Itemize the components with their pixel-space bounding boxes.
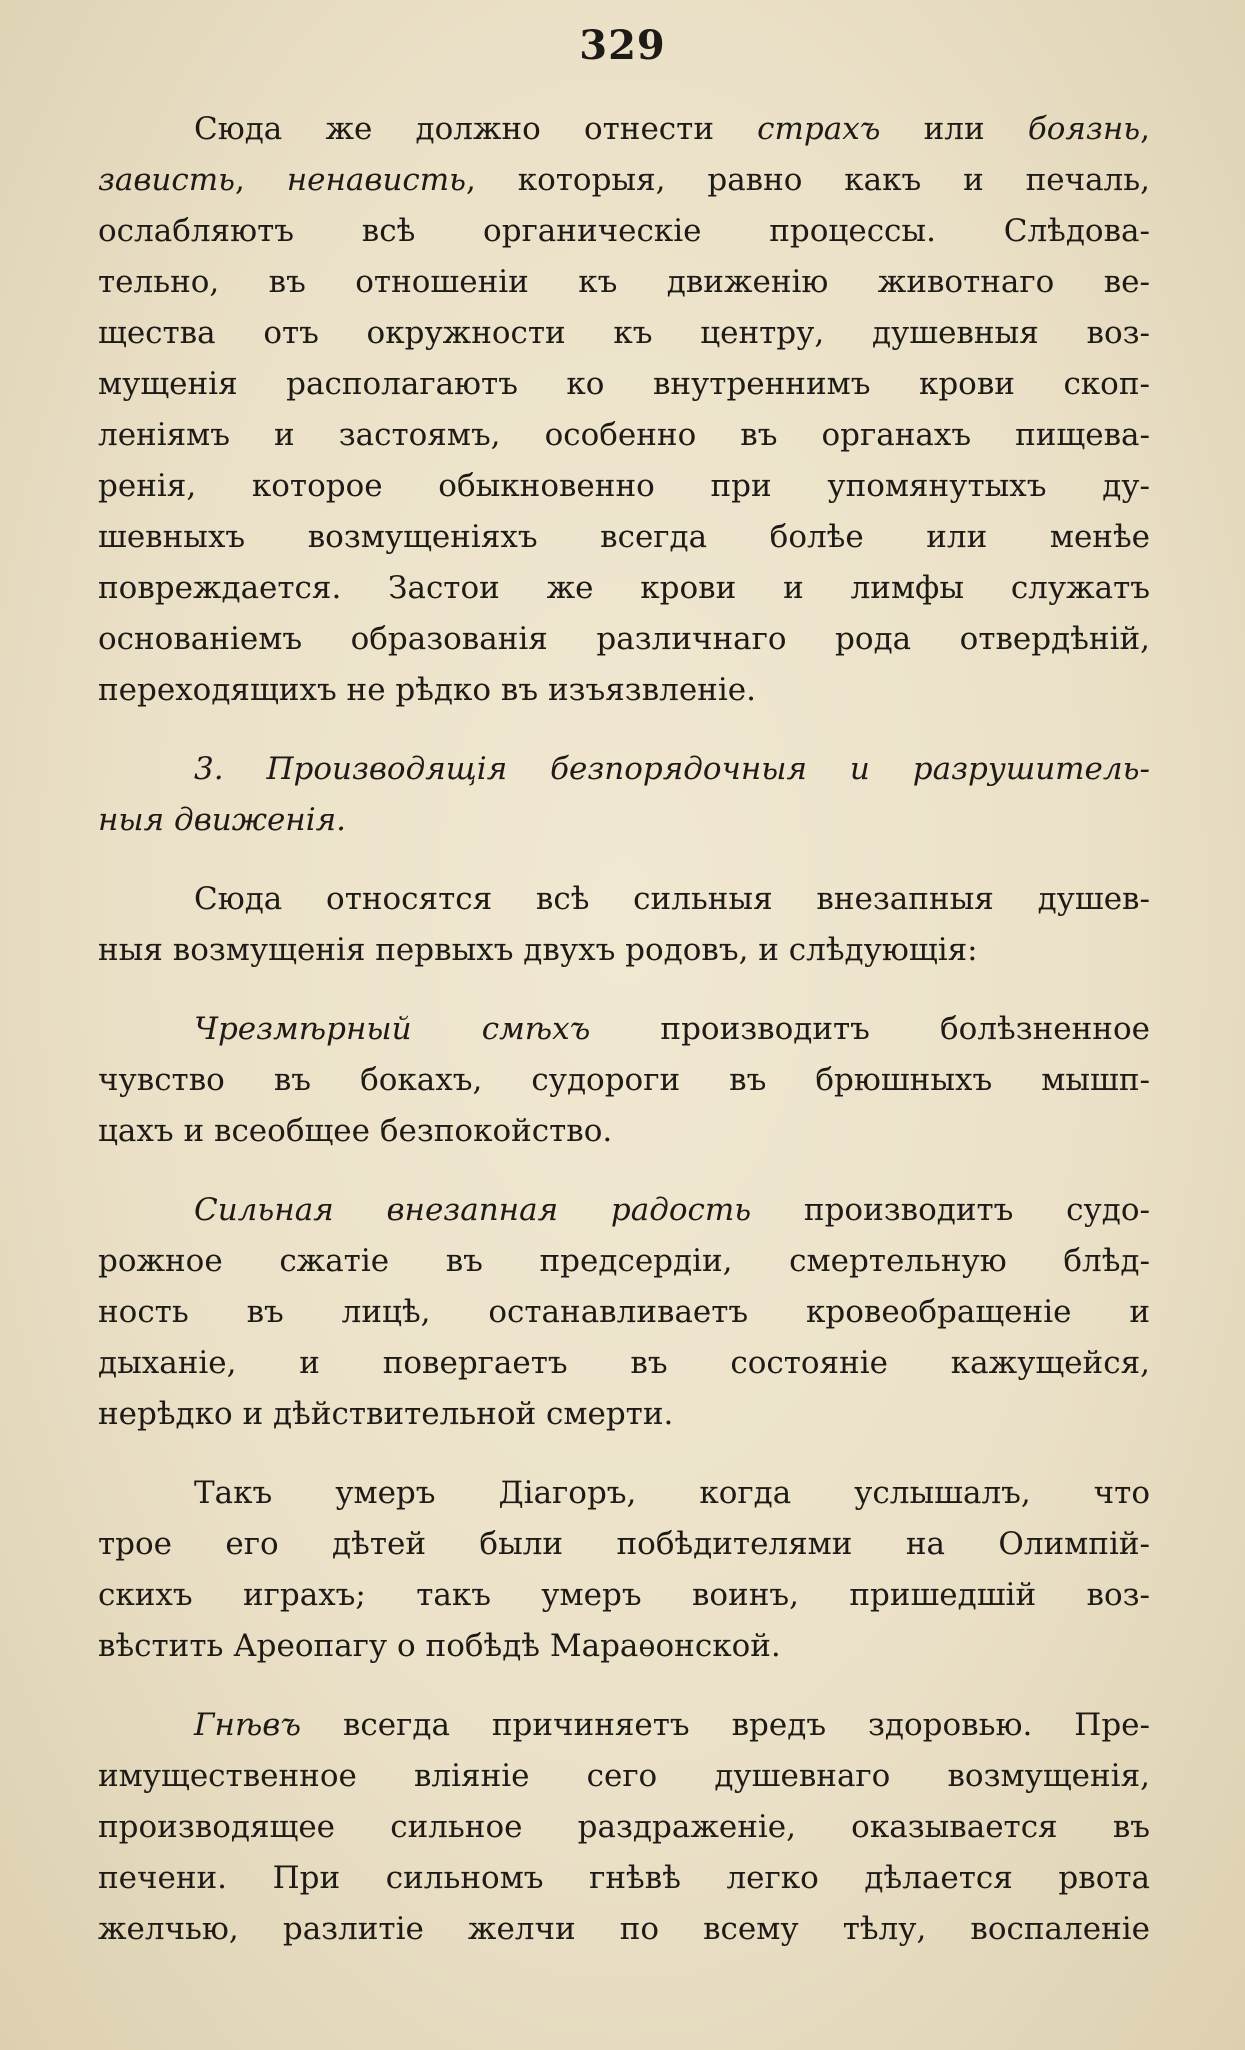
text-run: , которыя, равно какъ и печаль, [466,162,1150,198]
paragraph-gap [98,716,1150,744]
text-line: щества отъ окружности къ центру, душевныя воз- [98,315,1150,351]
text-run: , [235,162,287,198]
paragraph-anger [98,1700,1150,1955]
paragraph-diagoras [98,1468,1150,1672]
page-number: 329 [579,22,666,69]
text-line: трое его дѣтей были побѣдителями на Олимпій- [98,1526,1150,1562]
text-line [98,1700,1150,1751]
text-line: ность въ лицѣ, останавливаетъ кровеобращеніе и [98,1294,1150,1330]
text-run: производитъ судо- [751,1192,1150,1228]
paragraph-laughter [98,1004,1150,1157]
paragraph-gap [98,1157,1150,1185]
emphasis-text: Гнѣвъ [194,1707,302,1743]
text-line: переходящихъ не рѣдко въ изъязвленіе. [98,672,756,708]
text-line: вѣстить Ареопагу о побѣдѣ Мараѳонской. [98,1628,781,1664]
text-line: ныя движенія. [98,802,346,838]
text-body [98,104,1150,1955]
text-line: леніямъ и застоямъ, особенно въ органахъ пищева- [98,417,1150,453]
paragraph-gap [98,1672,1150,1700]
paragraph-sudden-emotions [98,874,1150,976]
emphasis-text: Сильная внезапная радость [194,1192,752,1228]
text-run: , [1140,111,1150,147]
text-line: ныя возмущенія первыхъ двухъ родовъ, и слѣдующія: [98,932,978,968]
paragraph-gap [98,846,1150,874]
text-line: имущественное вліяніе сего душевнаго возмущенія, [98,1758,1150,1794]
text-line: мущенія располагаютъ ко внутреннимъ крови скоп- [98,366,1150,402]
text-run: всегда причиняетъ вредъ здоровью. Пре- [301,1707,1150,1743]
paragraph-gap [98,1440,1150,1468]
section-heading [98,744,1150,846]
text-line: желчью, разлитіе желчи по всему тѣлу, воспаленіе [98,1911,1150,1947]
text-line: ослабляютъ всѣ органическіе процессы. Слѣдова- [98,213,1150,249]
text-run: Сюда же должно отнести [194,111,758,147]
text-line [98,1004,1150,1055]
emphasis-text: Чрезмѣрный смѣхъ [194,1011,591,1047]
text-line: производящее сильное раздраженіе, оказывается въ [98,1809,1150,1845]
text-line: нерѣдко и дѣйствительной смерти. [98,1396,674,1432]
text-line [98,104,1150,155]
emphasis-text: ненависть [286,162,467,198]
text-line [98,1185,1150,1236]
text-line: 3. Производящія безпорядочныя и разрушитель- [194,751,1150,787]
emphasis-text: зависть [98,162,236,198]
text-line: Такъ умеръ Діагоръ, когда услышалъ, что [194,1475,1150,1511]
paragraph-joy [98,1185,1150,1440]
text-run: или [880,111,1028,147]
text-line: цахъ и всеобщее безпокойство. [98,1113,613,1149]
paragraph-gap [98,976,1150,1004]
text-line: ренія, которое обыкновенно при упомянутыхъ ду- [98,468,1150,504]
text-line: скихъ играхъ; такъ умеръ воинъ, пришедшій воз- [98,1577,1150,1613]
text-line: дыханіе, и повергаетъ въ состояніе кажущейся, [98,1345,1150,1381]
text-run: производитъ болѣзненное [590,1011,1150,1047]
text-line: печени. При сильномъ гнѣвѣ легко дѣлается рвота [98,1860,1150,1896]
text-line: повреждается. Застои же крови и лимфы служатъ [98,570,1150,606]
text-line: тельно, въ отношеніи къ движенію животнаго ве- [98,264,1150,300]
text-line [98,155,1150,206]
text-line: чувство въ бокахъ, судороги въ брюшныхъ мышп- [98,1062,1150,1098]
emphasis-text: боязнь [1027,111,1141,147]
text-line: шевныхъ возмущеніяхъ всегда болѣе или менѣе [98,519,1150,555]
emphasis-text: страхъ [757,111,881,147]
text-line: основаніемъ образованія различнаго рода отвердѣній, [98,621,1150,657]
text-line: Сюда относятся всѣ сильныя внезапныя душев- [194,881,1150,917]
text-line: рожное сжатіе въ предсердіи, смертельную блѣд- [98,1243,1150,1279]
paragraph-fear-envy [98,104,1150,716]
